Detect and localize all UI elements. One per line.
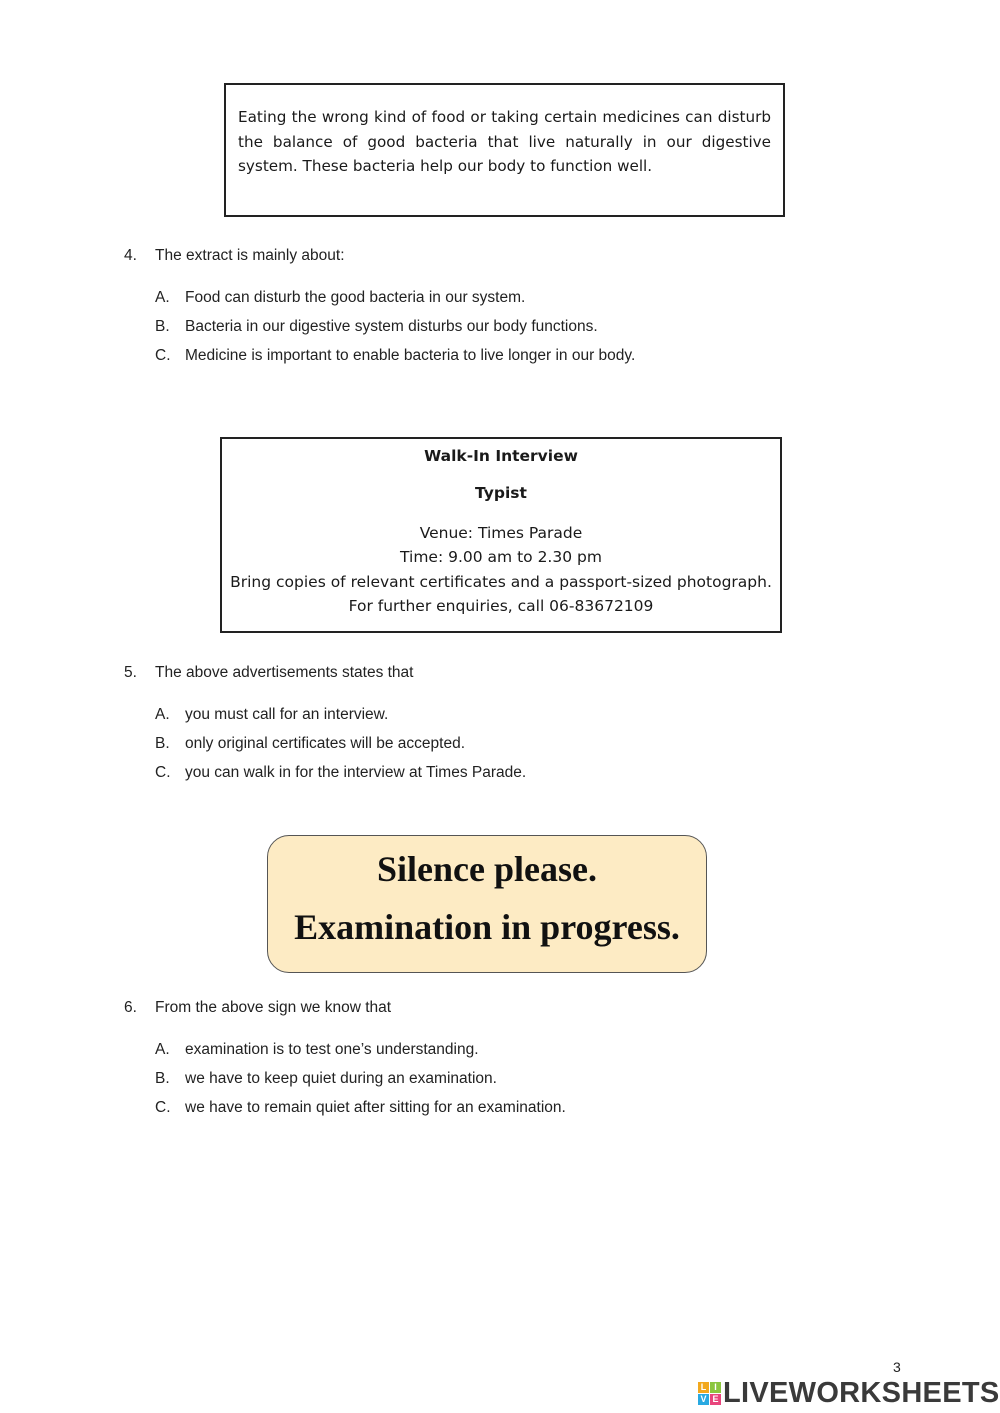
option-4c[interactable] (155, 347, 635, 376)
logo-tile: E (710, 1394, 721, 1405)
question-5 (124, 664, 413, 682)
option-text: you must call for an interview. (185, 706, 389, 723)
advertisement-details (222, 521, 780, 618)
advertisement-title: Walk-In Interview (424, 447, 578, 465)
question-4-options (155, 289, 635, 376)
option-text: examination is to test one’s understanding. (185, 1041, 479, 1058)
option-text: Bacteria in our digestive system disturbs our body functions. (185, 318, 598, 335)
logo-tile: I (710, 1382, 721, 1393)
option-letter: A. (155, 289, 170, 306)
logo-tile: V (698, 1394, 709, 1405)
advertisement-venue: Venue: Times Parade (419, 524, 583, 542)
question-5-options (155, 706, 526, 793)
logo-tiles-icon (698, 1382, 721, 1405)
option-letter: A. (155, 1041, 170, 1058)
option-letter: C. (155, 764, 171, 781)
question-4-text: The extract is mainly about: (155, 247, 345, 264)
logo-text: LIVEWORKSHEETS (723, 1376, 1000, 1409)
advertisement-box (220, 437, 782, 633)
logo-tile: L (698, 1382, 709, 1393)
question-6 (124, 999, 391, 1017)
option-letter: C. (155, 1099, 171, 1116)
question-6-number: 6. (124, 999, 137, 1016)
silence-sign (267, 835, 707, 973)
option-text: Medicine is important to enable bacteria to live longer in our body. (185, 347, 636, 364)
option-5c[interactable] (155, 764, 526, 793)
extract-text: Eating the wrong kind of food or taking certain medicines can disturb the balance of good bacteria that live naturally in our digestive system. These bacteria help our body to function well. (238, 108, 771, 175)
sign-line-1: Silence please. (377, 849, 597, 889)
option-6b[interactable] (155, 1070, 566, 1099)
question-6-options (155, 1041, 566, 1128)
question-5-text: The above advertisements states that (155, 664, 414, 681)
advertisement-subtitle: Typist (475, 484, 527, 502)
option-letter: B. (155, 735, 170, 752)
question-5-number: 5. (124, 664, 137, 681)
option-6a[interactable] (155, 1041, 566, 1070)
sign-line-2: Examination in progress. (294, 907, 680, 947)
option-letter: B. (155, 318, 170, 335)
option-text: only original certificates will be accepted. (185, 735, 465, 752)
option-5a[interactable] (155, 706, 526, 735)
option-4b[interactable] (155, 318, 635, 347)
advertisement-requirements: Bring copies of relevant certificates and a passport-sized photograph. (230, 572, 772, 591)
extract-box (224, 83, 785, 217)
option-text: you can walk in for the interview at Times Parade. (185, 764, 527, 781)
option-text: Food can disturb the good bacteria in our system. (185, 289, 526, 306)
option-letter: C. (155, 347, 171, 364)
option-letter: B. (155, 1070, 170, 1087)
question-6-text: From the above sign we know that (155, 999, 392, 1016)
advertisement-time: Time: 9.00 am to 2.30 pm (400, 548, 602, 567)
option-text: we have to remain quiet after sitting for an examination. (185, 1099, 566, 1116)
advertisement-contact: For further enquiries, call 06-83672109 (348, 596, 654, 615)
option-4a[interactable] (155, 289, 635, 318)
liveworksheets-logo[interactable] (698, 1377, 1000, 1409)
page-number: 3 (893, 1359, 901, 1375)
option-text: we have to keep quiet during an examination. (185, 1070, 497, 1087)
option-letter: A. (155, 706, 170, 723)
option-5b[interactable] (155, 735, 526, 764)
question-4-number: 4. (124, 247, 137, 264)
option-6c[interactable] (155, 1099, 566, 1128)
question-4 (124, 247, 345, 265)
